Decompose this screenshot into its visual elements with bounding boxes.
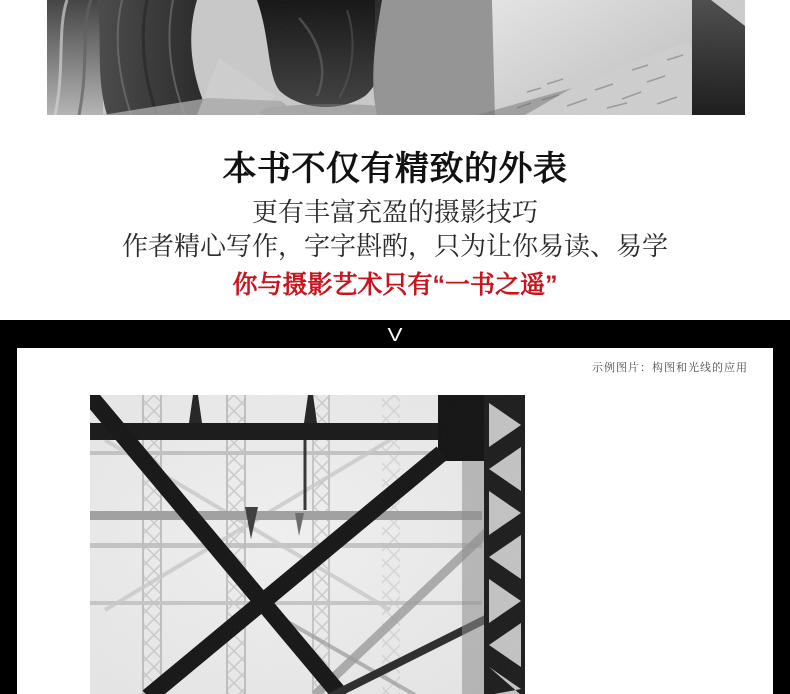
- divider-section: [0, 320, 790, 694]
- canyon-photo: [47, 0, 745, 115]
- canyon-photo-art: [47, 0, 745, 115]
- sample-caption: 示例图片：构图和光线的应用: [592, 362, 748, 374]
- intro-highlight: 你与摄影艺术只有“一书之遥”: [232, 271, 558, 299]
- chevron-down-icon: V: [387, 325, 403, 345]
- intro-description: 作者精心写作，字字斟酌，只为让你易读、易学: [121, 231, 668, 261]
- intro-subtitle: 更有丰富充盈的摄影技巧: [251, 197, 538, 227]
- sample-panel: [17, 348, 773, 694]
- page-title: 本书不仅有精致的外表: [222, 150, 568, 188]
- bridge-photo-art: [90, 395, 525, 694]
- bridge-structure-photo: [90, 395, 525, 694]
